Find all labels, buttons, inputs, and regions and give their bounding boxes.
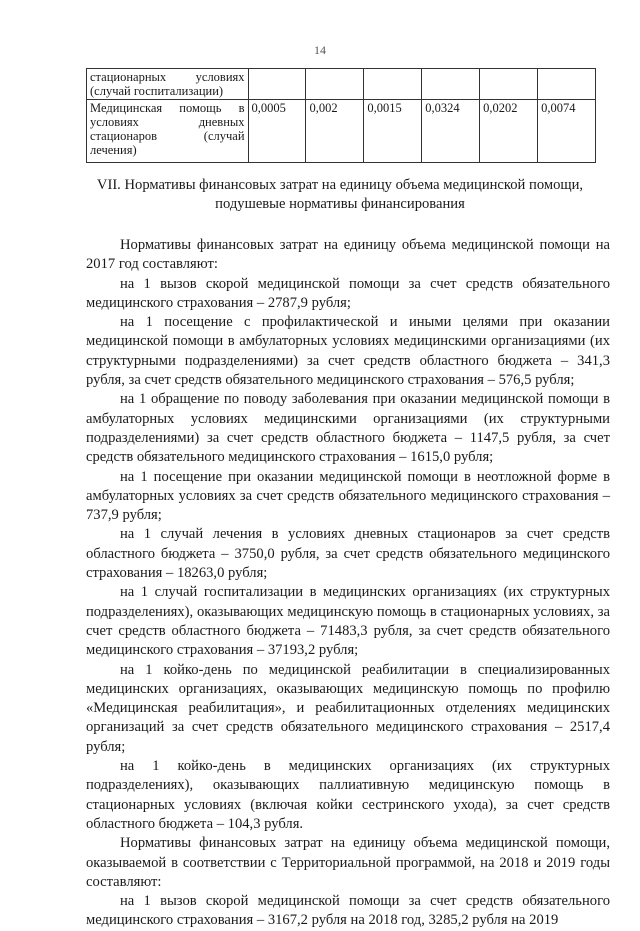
section-heading-line: подушевые нормативы финансирования xyxy=(215,196,465,212)
page-number: 14 xyxy=(314,43,326,57)
table-cell: 0,0005 xyxy=(248,100,306,163)
table-cell: 0,0015 xyxy=(364,100,422,163)
table-row xyxy=(87,69,596,100)
paragraph: на 1 вызов скорой медицинской помощи за счет средств обязательного медицинского страхования – 3167,2 рубля на 2018 год, 3285,2 рубля на 2019 xyxy=(86,893,610,929)
table-row xyxy=(87,100,596,163)
table-row-label: Медицинская помощь в условиях дневных стационаров (случай лечения) xyxy=(87,100,249,163)
paragraph: на 1 койко-день в медицинских организациях (их структурных подразделениях), оказывающих паллиативную медицинскую помощь в стационарных условиях (включая койки сестринского ухода), за счет средств областного бюджета – 104,3 рубля. xyxy=(86,758,610,832)
section-heading xyxy=(70,176,610,214)
table-cell xyxy=(306,69,364,100)
table-cell xyxy=(480,69,538,100)
table-cell: 0,0324 xyxy=(422,100,480,163)
table-cell xyxy=(538,69,596,100)
paragraph: на 1 койко-день по медицинской реабилитации в специализированных медицинских организациях, оказывающих медицинскую помощь по профилю «Медицинская реабилитация», и реабилитационных отделениях медицинских организаций за счет средств обязательного медицинского страхования – 2517,4 рубля; xyxy=(86,661,610,755)
table-cell xyxy=(248,69,306,100)
paragraph: Нормативы финансовых затрат на единицу объема медицинской помощи, оказываемой в соответствии с Территориальной программой, на 2018 и 2019 годы составляют: xyxy=(86,835,610,890)
table-cell xyxy=(422,69,480,100)
table-cell xyxy=(364,69,422,100)
norms-table xyxy=(86,68,596,163)
body-text xyxy=(86,236,610,931)
paragraph: на 1 вызов скорой медицинской помощи за счет средств обязательного медицинского страхования – 2787,9 рубля; xyxy=(86,275,610,311)
table-cell: 0,002 xyxy=(306,100,364,163)
paragraph: на 1 посещение при оказании медицинской помощи в неотложной форме в амбулаторных условиях за счет средств обязательного медицинского страхования – 737,9 рубля; xyxy=(86,468,610,524)
table-cell: 0,0074 xyxy=(538,100,596,163)
section-heading-line: VII. Нормативы финансовых затрат на единицу объема медицинской помощи, xyxy=(96,177,584,193)
paragraph: на 1 случай госпитализации в медицинских организациях (их структурных подразделениях), оказывающих медицинскую помощь в стационарных условиях, за счет средств областного бюджета – 71483,3 рубля, за счет средств обязательного медицинского страхования – 37193,2 рубля; xyxy=(86,584,610,659)
table-row-label: стационарных условиях (случай госпитализации) xyxy=(87,69,249,100)
paragraph: на 1 посещение с профилактической и иными целями при оказании медицинской помощи в амбулаторных условиях медицинскими организациями (их структурными подразделениями) за счет средств областного бюджета – 341,3 рубля, за счет средств обязательного медицинского страхования – 576,5 рубля; xyxy=(86,314,610,389)
paragraph: на 1 случай лечения в условиях дневных стационаров за счет средств областного бюджета – 3750,0 рубля, за счет средств обязательного медицинского страхования – 18263,0 рубля; xyxy=(86,526,610,582)
table-cell: 0,0202 xyxy=(480,100,538,163)
paragraph: Нормативы финансовых затрат на единицу объема медицинской помощи на 2017 год составляют: xyxy=(86,237,610,273)
paragraph: на 1 обращение по поводу заболевания при оказании медицинской помощи в амбулаторных условиях медицинскими организациями (их структурными подразделениями) за счет средств областного бюджета – 1147,5 рубля, за счет средств обязательного медицинского страхования – 1615,0 рубля; xyxy=(86,391,610,466)
